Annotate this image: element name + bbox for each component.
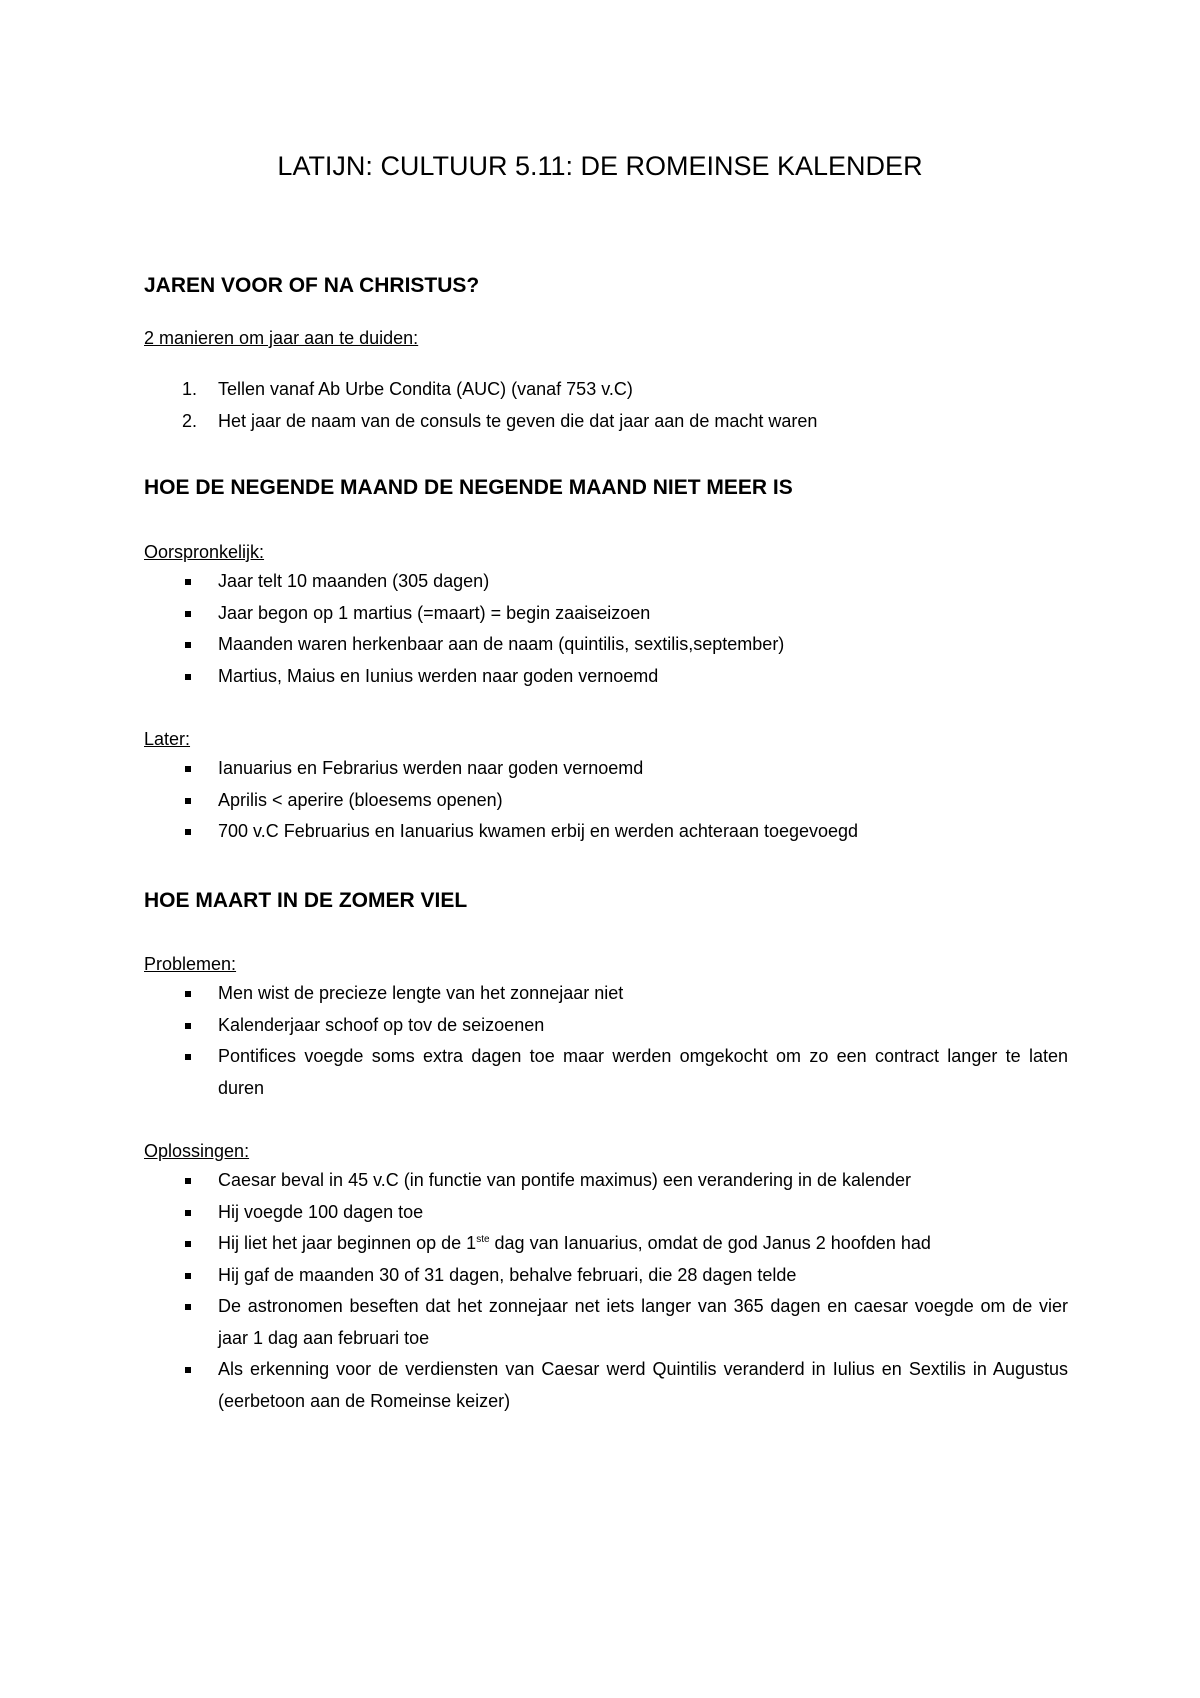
- document-title: LATIJN: CULTUUR 5.11: DE ROMEINSE KALENDER: [277, 151, 923, 181]
- square-bullet-icon: [185, 829, 191, 835]
- list-item: [0, 1197, 1068, 1229]
- list-item: [0, 1291, 1068, 1354]
- list-item: [0, 753, 1068, 785]
- section-heading-maart-zomer: HOE MAART IN DE ZOMER VIEL: [144, 889, 468, 912]
- bullet-list-problemen: [0, 978, 1068, 1104]
- list-item-text: [218, 1233, 931, 1253]
- list-item-text: Kalenderjaar schoof op tov de seizoenen: [218, 1014, 545, 1035]
- list-item-text: Caesar beval in 45 v.C (in functie van pontife maximus) een verandering in de kalender: [218, 1170, 912, 1190]
- list-item: [0, 1010, 1068, 1042]
- list-item-text: Jaar begon op 1 martius (=maart) = begin zaaiseizoen: [218, 602, 651, 623]
- list-item-text: 700 v.C Februarius en Ianuarius kwamen erbij en werden achteraan toegevoegd: [218, 821, 859, 841]
- list-item: [0, 1228, 1068, 1260]
- list-number: 1.: [182, 379, 198, 399]
- ordinal-suffix: ste: [476, 1234, 490, 1245]
- square-bullet-icon: [185, 991, 191, 997]
- list-item: [0, 598, 1068, 630]
- square-bullet-icon: [185, 611, 191, 617]
- list-item: [0, 374, 1068, 406]
- square-bullet-icon: [185, 1241, 191, 1247]
- list-item: [0, 629, 1068, 661]
- list-item: [0, 978, 1068, 1010]
- list-item-text: Tellen vanaf Ab Urbe Condita (AUC) (vanaf 753 v.C): [218, 379, 633, 399]
- list-item: [0, 1354, 1068, 1417]
- list-item: [0, 661, 1068, 693]
- square-bullet-icon: [185, 798, 191, 804]
- square-bullet-icon: [185, 674, 191, 680]
- list-item-text: Maanden waren herkenbaar aan de naam (quintilis, sextilis,september): [218, 634, 785, 654]
- list-item: [0, 785, 1068, 817]
- list-item: [0, 566, 1068, 598]
- subheading-manieren: 2 manieren om jaar aan te duiden:: [144, 328, 419, 348]
- square-bullet-icon: [185, 579, 191, 585]
- list-item: [0, 1041, 1068, 1104]
- list-item-text: Hij gaf de maanden 30 of 31 dagen, behalve februari, die 28 dagen telde: [218, 1264, 797, 1285]
- list-item: [0, 816, 1068, 848]
- list-item-text-part: dag van Ianuarius, omdat de god Janus 2 hoofden had: [489, 1233, 931, 1253]
- square-bullet-icon: [185, 1304, 191, 1310]
- list-item-text: Als erkenning voor de verdiensten van Caesar werd Quintilis veranderd in Iulius en Sextilis in Augustus (eerbetoon aan de Romeinse keizer): [218, 1359, 1068, 1411]
- subheading-problemen: Problemen:: [144, 954, 237, 974]
- subheading-oorspronkelijk: Oorspronkelijk:: [144, 542, 265, 562]
- list-item: [0, 1165, 1068, 1197]
- square-bullet-icon: [185, 1023, 191, 1029]
- list-item-text: Jaar telt 10 maanden (305 dagen): [218, 571, 490, 591]
- list-item-text: Pontifices voegde soms extra dagen toe maar werden omgekocht om zo een contract langer te laten duren: [218, 1046, 1068, 1098]
- bullet-list-later: [0, 753, 1068, 848]
- list-item-text: De astronomen beseften dat het zonnejaar net iets langer van 365 dagen en caesar voegde om de vier jaar 1 dag aan februari toe: [218, 1296, 1068, 1348]
- numbered-list-manieren: [0, 374, 1068, 437]
- list-number: 2.: [182, 410, 198, 431]
- list-item-text-part: Hij liet het jaar beginnen op de 1: [218, 1233, 477, 1253]
- square-bullet-icon: [185, 1054, 191, 1060]
- list-item-text: Hij voegde 100 dagen toe: [218, 1201, 424, 1222]
- list-item-text: Het jaar de naam van de consuls te geven die dat jaar aan de macht waren: [218, 410, 818, 431]
- list-item-text: Aprilis < aperire (bloesems openen): [218, 789, 503, 810]
- list-item-text: Martius, Maius en Iunius werden naar goden vernoemd: [218, 665, 659, 686]
- square-bullet-icon: [185, 766, 191, 772]
- subheading-later: Later:: [144, 729, 191, 749]
- subheading-oplossingen: Oplossingen:: [144, 1141, 250, 1161]
- bullet-list-oorspronkelijk: [0, 566, 1068, 692]
- square-bullet-icon: [185, 642, 191, 648]
- section-heading-jaren: JAREN VOOR OF NA CHRISTUS?: [144, 274, 480, 297]
- square-bullet-icon: [185, 1367, 191, 1373]
- list-item-text: Ianuarius en Febrarius werden naar goden vernoemd: [218, 758, 644, 778]
- list-item: [0, 1260, 1068, 1292]
- bullet-list-oplossingen: [0, 1165, 1068, 1417]
- section-heading-negende-maand: HOE DE NEGENDE MAAND DE NEGENDE MAAND NIET MEER IS: [144, 476, 793, 499]
- square-bullet-icon: [185, 1273, 191, 1279]
- square-bullet-icon: [185, 1210, 191, 1216]
- square-bullet-icon: [185, 1178, 191, 1184]
- list-item: [0, 406, 1068, 438]
- list-item-text: Men wist de precieze lengte van het zonnejaar niet: [218, 983, 624, 1003]
